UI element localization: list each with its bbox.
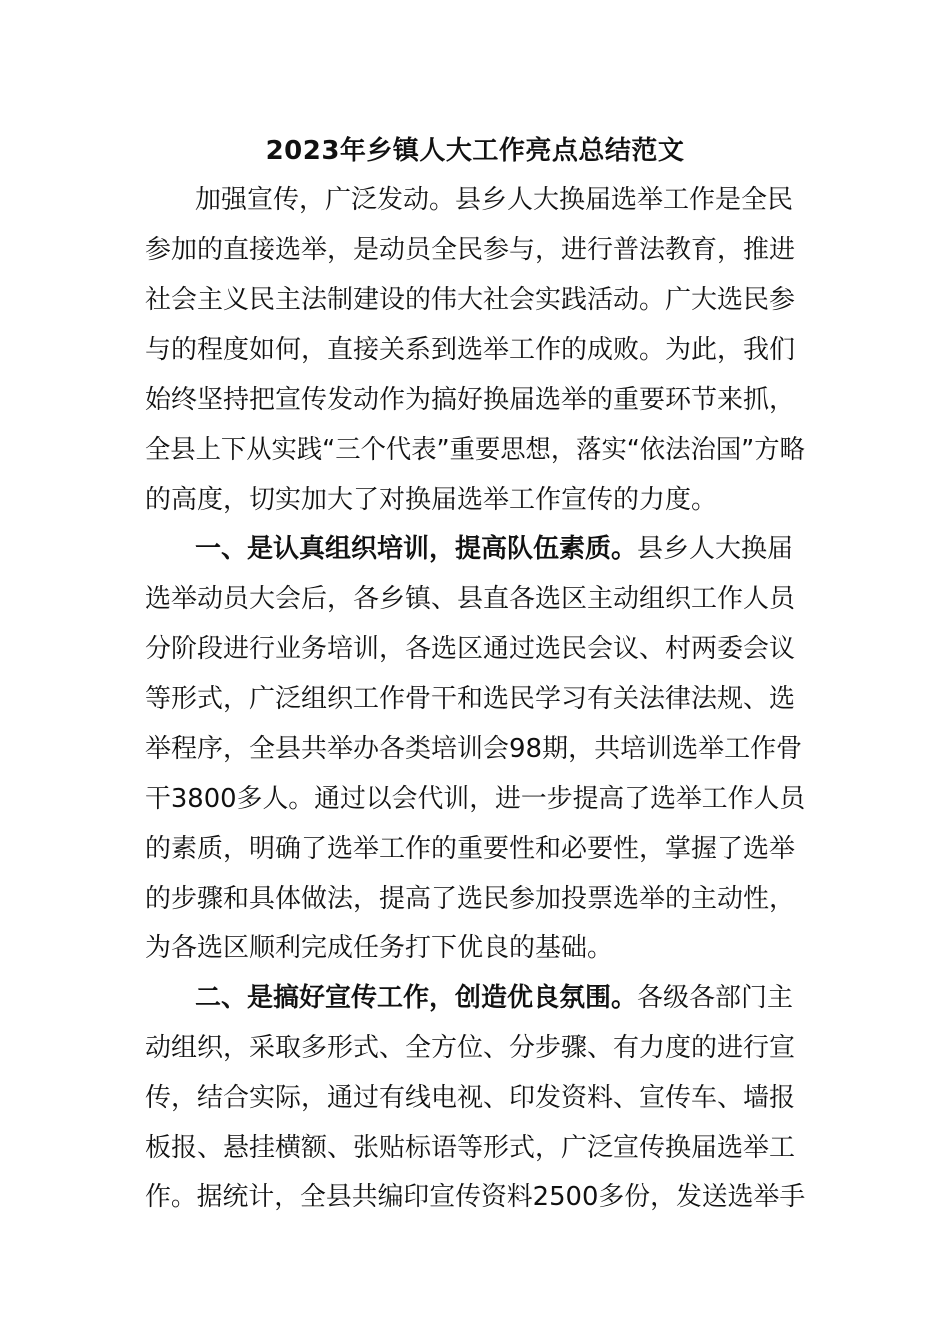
paragraph-3-first-line-text: 各级各部门主 (637, 983, 794, 1013)
paragraph-1-line-1: 加强宣传，广泛发动。县乡人大换届选举工作是全民 (195, 185, 794, 215)
paragraph-2-line-3: 分阶段进行业务培训，各选区通过选民会议、村两委会议 (145, 634, 796, 664)
paragraph-1-line-7: 的高度，切实加大了对换届选举工作宣传的力度。 (145, 485, 718, 515)
paragraph-1-line-3: 社会主义民主法制建设的伟大社会实践活动。广大选民参 (145, 285, 796, 315)
paragraph-3-line-3: 传，结合实际，通过有线电视、印发资料、宣传车、墙报 (145, 1083, 796, 1113)
paragraph-2-line-1 (195, 524, 793, 574)
paragraph-2-line-2: 选举动员大会后，各乡镇、县直各选区主动组织工作人员 (145, 584, 796, 614)
paragraph-2-first-line-text: 县乡人大换届 (637, 534, 794, 564)
paragraph-2-line-7: 的素质，明确了选举工作的重要性和必要性，掌握了选举 (145, 834, 796, 864)
paragraph-1-line-5: 始终坚持把宣传发动作为搞好换届选举的重要环节来抓， (145, 385, 796, 415)
paragraph-2-line-8: 的步骤和具体做法，提高了选民参加投票选举的主动性， (145, 884, 796, 914)
document-title: 2023年乡镇人大工作亮点总结范文 (265, 136, 685, 166)
paragraph-3-line-4: 板报、悬挂横额、张贴标语等形式，广泛宣传换届选举工 (145, 1133, 796, 1163)
paragraph-1-line-4: 与的程度如何，直接关系到选举工作的成败。为此，我们 (145, 335, 796, 365)
paragraph-2-line-9: 为各选区顺利完成任务打下优良的基础。 (145, 933, 614, 963)
paragraph-2-line-6: 干3800多人。通过以会代训，进一步提高了选举工作人员 (145, 784, 806, 814)
paragraph-2-line-4: 等形式，广泛组织工作骨干和选民学习有关法律法规、选 (145, 684, 796, 714)
paragraph-2-line-5: 举程序，全县共举办各类培训会98期，共培训选举工作骨 (145, 734, 803, 764)
paragraph-1-line-6: 全县上下从实践“三个代表”重要思想，落实“依法治国”方略 (145, 435, 805, 465)
paragraph-1-line-2: 参加的直接选举，是动员全民参与，进行普法教育，推进 (145, 235, 796, 265)
paragraph-3-line-1 (195, 973, 793, 1023)
paragraph-2-heading: 一、是认真组织培训，提高队伍素质。 (195, 534, 638, 564)
paragraph-3-line-2: 动组织，采取多形式、全方位、分步骤、有力度的进行宣 (145, 1033, 796, 1063)
paragraph-3-line-5: 作。据统计，全县共编印宣传资料2500多份，发送选举手 (145, 1182, 806, 1212)
paragraph-3-heading: 二、是搞好宣传工作，创造优良氛围。 (195, 983, 638, 1013)
